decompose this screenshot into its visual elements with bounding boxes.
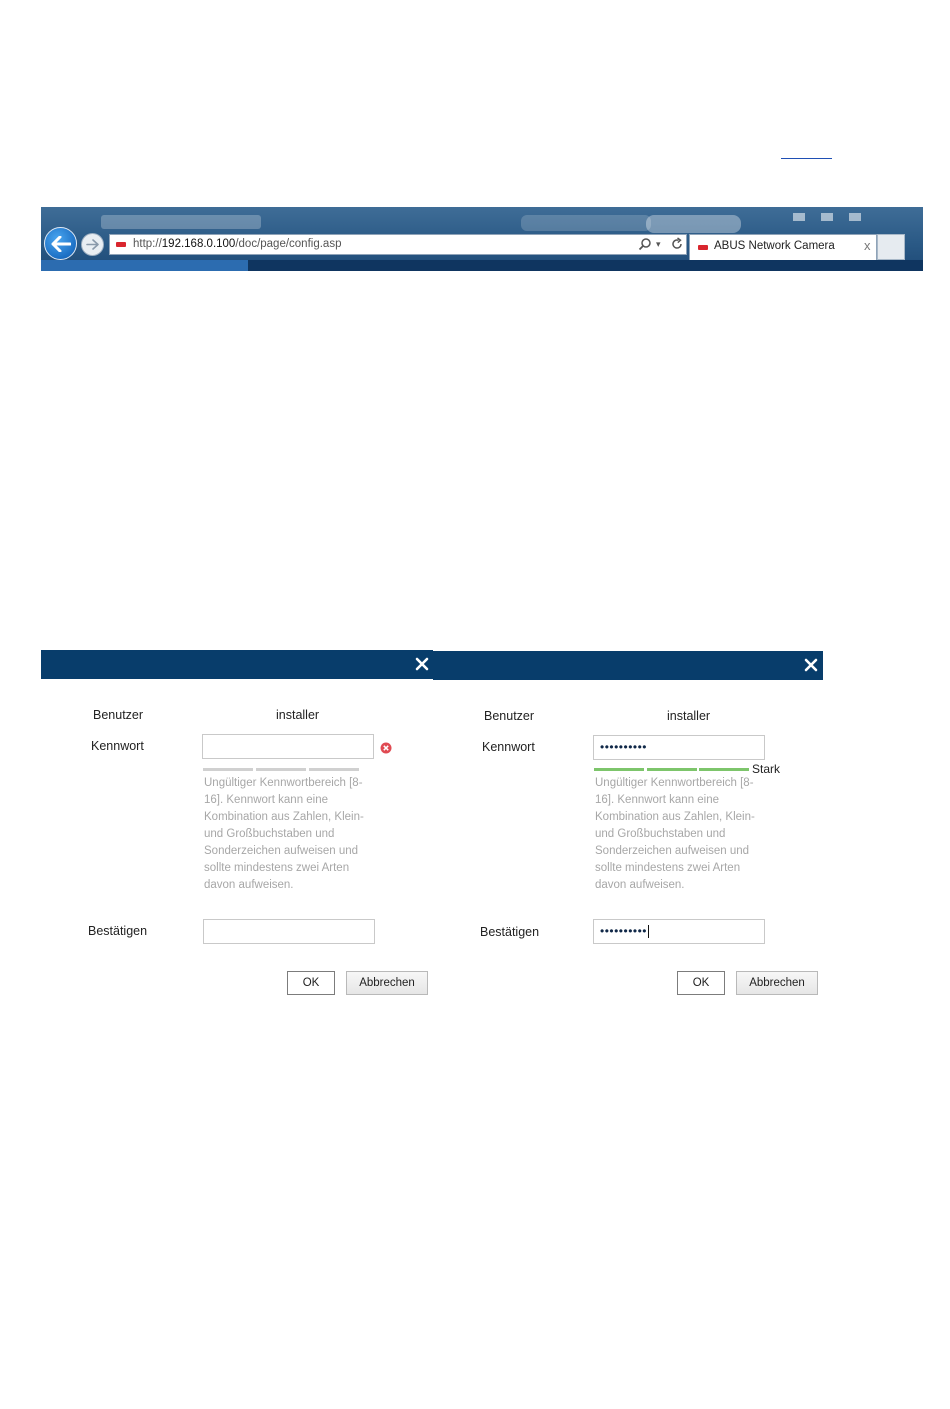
password-field[interactable]	[202, 734, 374, 759]
arrow-right-icon	[86, 239, 99, 250]
password-label: Kennwort	[482, 740, 535, 754]
blurred-region	[521, 215, 651, 231]
strength-bar-1	[203, 768, 253, 771]
password-hint: Ungültiger Kennwortbereich [8-16]. Kennwort kann eine Kombination aus Zahlen, Klein- und Großbuchstaben und Sonderzeichen aufweisen und sollte mindestens zwei Arten davon aufweisen.	[595, 777, 755, 891]
cancel-button[interactable]: Abbrechen	[346, 971, 428, 995]
forward-button[interactable]	[81, 233, 104, 256]
refresh-icon[interactable]	[670, 237, 684, 251]
chevron-down-icon[interactable]: ▾	[656, 239, 661, 249]
user-label: Benutzer	[93, 708, 144, 722]
address-bar[interactable]	[109, 234, 687, 255]
maximize-icon[interactable]	[821, 213, 833, 221]
user-label: Benutzer	[484, 709, 535, 723]
search-icon[interactable]	[638, 237, 652, 251]
site-favicon-icon	[698, 245, 708, 250]
url-text[interactable]: http://192.168.0.100/doc/page/config.asp	[133, 238, 342, 250]
password-field[interactable]: ••••••••••	[593, 735, 765, 760]
close-icon[interactable]	[803, 657, 819, 673]
error-icon	[380, 742, 392, 754]
user-value: installer	[667, 709, 711, 723]
back-button[interactable]	[44, 227, 77, 260]
dialog-header	[41, 650, 433, 679]
strength-label: Stark	[752, 762, 781, 776]
password-dialog-strong	[433, 650, 823, 1000]
blurred-title	[101, 215, 261, 229]
confirm-label: Bestätigen	[480, 925, 540, 939]
new-tab-button[interactable]	[877, 234, 905, 260]
strength-bar-2	[647, 768, 697, 771]
minimize-icon[interactable]	[793, 213, 805, 221]
strength-bar-3	[699, 768, 749, 771]
tab-abus-network-camera[interactable]	[689, 234, 877, 260]
password-label: Kennwort	[91, 739, 144, 753]
top-link-underline[interactable]	[781, 158, 832, 159]
dialog-header	[433, 651, 823, 680]
toolbar-bottom-accent	[41, 260, 248, 271]
text-caret	[648, 925, 649, 938]
strength-bar-1	[594, 768, 644, 771]
confirm-field[interactable]	[593, 919, 765, 944]
confirm-label: Bestätigen	[88, 924, 148, 938]
blurred-region	[646, 215, 741, 233]
cancel-button[interactable]: Abbrechen	[736, 971, 818, 995]
strength-bar-3	[309, 768, 359, 771]
close-icon[interactable]	[414, 656, 430, 672]
window-close-icon[interactable]	[849, 213, 861, 221]
password-dialog-empty	[41, 650, 433, 1000]
confirm-value: ••••••••••	[600, 924, 648, 938]
ok-button[interactable]: OK	[287, 971, 335, 995]
arrow-left-icon	[51, 236, 71, 252]
confirm-field[interactable]	[203, 919, 375, 944]
password-hint: Ungültiger Kennwortbereich [8-16]. Kennwort kann eine Kombination aus Zahlen, Klein- und Großbuchstaben und Sonderzeichen aufweisen und sollte mindestens zwei Arten davon aufweisen.	[204, 777, 364, 891]
tab-close-icon[interactable]: x	[864, 238, 871, 253]
browser-toolbar	[41, 207, 923, 271]
strength-bar-2	[256, 768, 306, 771]
ok-button[interactable]: OK	[677, 971, 725, 995]
tab-title: ABUS Network Camera	[714, 240, 835, 252]
site-favicon-icon	[116, 242, 126, 247]
user-value: installer	[276, 708, 320, 722]
